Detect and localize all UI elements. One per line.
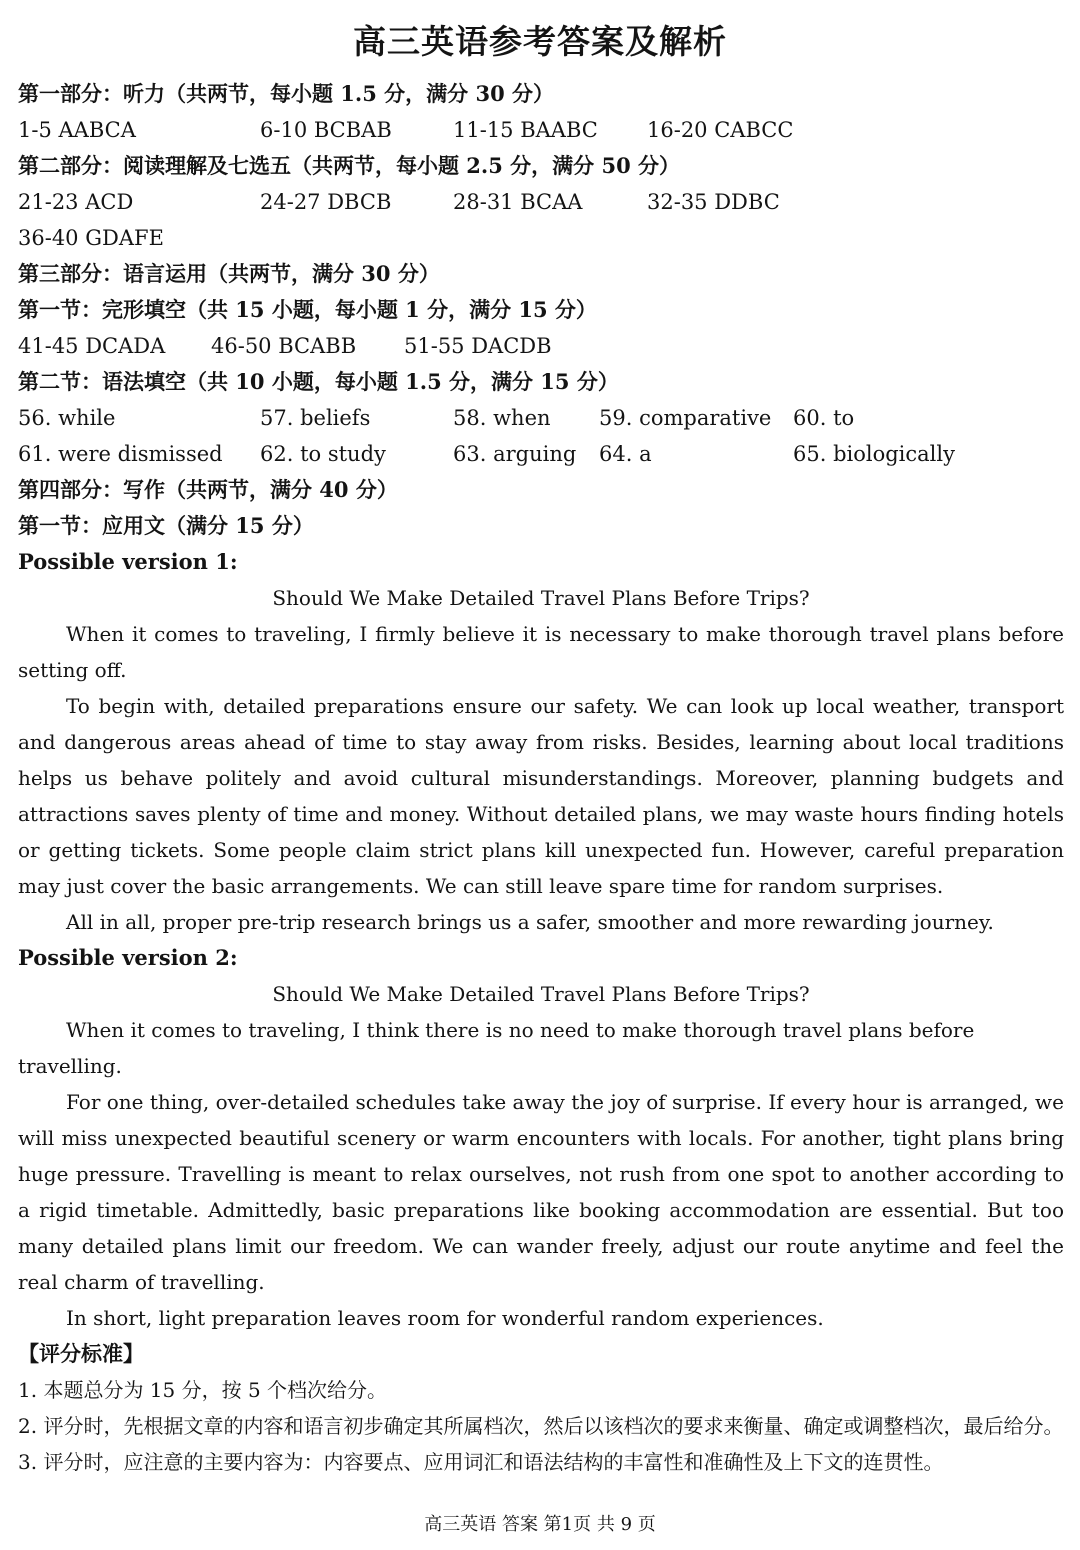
version1-paragraph: To begin with, detailed preparations ensure our safety. We can look up local weather, transport and dangerous areas ahead of time to stay away from risks. Besides, learning about local traditions helps us behave politely and avoid cultural misunderstandings. Moreover, planning budgets and attractions saves plenty of time and money. Without detailed plans, we may waste hours finding hotels or getting tickets. Some people claim strict plans kill unexpected fun. However, careful preparation may just cover the basic arrangements. We can still leave spare time for random surprises. — [18, 694, 1064, 898]
part3-section1-heading: 第一节：完形填空（共 15 小题，每小题 1 分，满分 15 分） — [18, 297, 597, 322]
part2-heading: 第二部分：阅读理解及七选五（共两节，每小题 2.5 分，满分 50 分） — [18, 153, 680, 178]
version2-essay-title: Should We Make Detailed Travel Plans Before Trips? — [272, 982, 810, 1006]
criteria-item: 1. 本题总分为 15 分，按 5 个档次给分。 — [18, 1378, 388, 1402]
part3-section1-answers — [18, 328, 1064, 364]
answer-item: 60. to — [793, 406, 855, 430]
page-title: 高三英语参考答案及解析 — [353, 22, 727, 61]
part3-section2-heading: 第二节：语法填空（共 10 小题，每小题 1.5 分，满分 15 分） — [18, 369, 619, 394]
part3-heading: 第三部分：语言运用（共两节，满分 30 分） — [18, 261, 440, 286]
answer-item: 63. arguing — [453, 442, 577, 466]
version2-paragraph: When it comes to traveling, I think there is no need to make thorough travel plans before travelling. — [18, 1018, 975, 1078]
answer-group: 6-10 BCBAB — [260, 118, 392, 142]
criteria-item: 3. 评分时，应注意的主要内容为：内容要点、应用词汇和语法结构的丰富性和准确性及上下文的连贯性。 — [18, 1450, 944, 1474]
version1-label: Possible version 1: — [18, 549, 238, 574]
answer-group: 24-27 DBCB — [260, 190, 392, 214]
criteria-list — [18, 1372, 1064, 1480]
answer-group: 21-23 ACD — [18, 190, 134, 214]
answer-group: 1-5 AABCA — [18, 118, 136, 142]
criteria-heading: 【评分标准】 — [18, 1341, 144, 1366]
answer-item: 62. to study — [260, 442, 386, 466]
part2-answers-row2: 36-40 GDAFE — [18, 226, 164, 250]
version2-paragraph: In short, light preparation leaves room for wonderful random experiences. — [66, 1306, 824, 1330]
answer-group: 16-20 CABCC — [647, 118, 794, 142]
answer-group: 51-55 DACDB — [404, 334, 552, 358]
answer-item: 61. were dismissed — [18, 442, 223, 466]
answer-group: 41-45 DCADA — [18, 334, 166, 358]
part2-answers-row1 — [18, 184, 1064, 220]
answer-item: 64. a — [599, 442, 652, 466]
version2-paragraph: For one thing, over-detailed schedules take away the joy of surprise. If every hour is arranged, we will miss unexpected beautiful scenery or warm encounters with locals. For another, tight plans bring huge pressure. Travelling is meant to relax ourselves, not rush from one spot to another according to a rigid timetable. Admittedly, basic preparations like booking accommodation are essential. But too many detailed plans limit our freedom. We can wander freely, adjust our route anytime and feel the real charm of travelling. — [18, 1090, 1064, 1294]
answer-item: 65. biologically — [793, 442, 955, 466]
part4-section1-heading: 第一节：应用文（满分 15 分） — [18, 513, 314, 538]
answer-item: 57. beliefs — [260, 406, 371, 430]
part3-section2-answers-row1 — [18, 400, 1064, 436]
answer-item: 56. while — [18, 406, 116, 430]
page-footer: 高三英语 答案 第1页 共 9 页 — [424, 1514, 656, 1535]
version1-essay-title: Should We Make Detailed Travel Plans Before Trips? — [272, 586, 810, 610]
answer-item: 58. when — [453, 406, 551, 430]
part3-section2-answers-row2 — [18, 436, 1064, 472]
version1-paragraph: When it comes to traveling, I firmly believe it is necessary to make thorough travel plans before setting off. — [18, 622, 1064, 682]
answer-group: 11-15 BAABC — [453, 118, 598, 142]
part1-answers — [18, 112, 1064, 148]
answer-item: 59. comparative — [599, 406, 772, 430]
document-body — [18, 76, 1064, 1480]
version1-paragraph: All in all, proper pre-trip research brings us a safer, smoother and more rewarding journey. — [66, 910, 994, 934]
answer-group: 32-35 DDBC — [647, 190, 780, 214]
answer-group: 28-31 BCAA — [453, 190, 583, 214]
part1-heading: 第一部分：听力（共两节，每小题 1.5 分，满分 30 分） — [18, 81, 555, 106]
part4-heading: 第四部分：写作（共两节，满分 40 分） — [18, 477, 398, 502]
answer-group: 46-50 BCABB — [211, 334, 357, 358]
version2-label: Possible version 2: — [18, 945, 238, 970]
criteria-item: 2. 评分时，先根据文章的内容和语言初步确定其所属档次，然后以该档次的要求来衡量、确定或调整档次，最后给分。 — [18, 1414, 1064, 1438]
